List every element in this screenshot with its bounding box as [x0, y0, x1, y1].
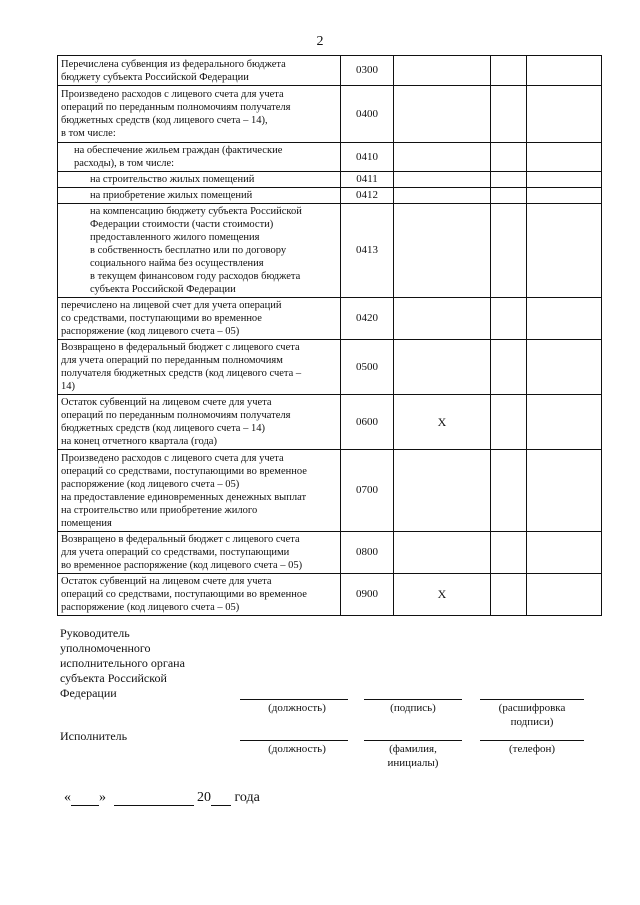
row-description-line: операций со средствами, поступающими во временное	[61, 589, 307, 600]
row-description-line: бюджету субъекта Российской Федерации	[61, 71, 249, 83]
row-description-line: Произведено расходов с лицевого счета для учета	[61, 89, 284, 100]
row-code: 0410	[341, 143, 394, 172]
row-description	[58, 188, 341, 204]
row-code: 0420	[341, 298, 394, 340]
head-label	[60, 626, 185, 701]
row-description-line: на приобретение жилых помещений	[90, 190, 253, 201]
decoding-field[interactable]	[480, 699, 584, 700]
row-code: 0413	[341, 204, 394, 298]
row-description-line: получателя бюджетных средств (код лицевого счета –	[61, 368, 302, 379]
row-value-cell[interactable]	[491, 86, 527, 143]
report-table	[57, 55, 602, 616]
row-description-line: предоставленного жилого помещения	[90, 232, 260, 243]
row-value-cell[interactable]	[491, 204, 527, 298]
row-value-cell[interactable]	[491, 395, 527, 450]
row-code: 0600	[341, 395, 394, 450]
row-value-cell[interactable]	[491, 340, 527, 395]
row-description-line: помещения	[61, 517, 112, 529]
head-label-line: исполнительного органа	[60, 656, 185, 670]
table-row	[58, 450, 602, 532]
row-description-line: операций со средствами, поступающими во временное	[61, 465, 307, 477]
row-value-cell[interactable]: X	[394, 574, 491, 616]
name-caption	[364, 742, 462, 770]
row-description-line: Возвращено в федеральный бюджет с лицевого счета	[61, 534, 300, 545]
row-description-line: на обеспечение жильем граждан (фактические	[74, 145, 283, 156]
row-code: 0500	[341, 340, 394, 395]
row-description-line: на строительство или приобретение жилого	[61, 504, 258, 516]
row-description	[58, 204, 341, 298]
row-value-cell[interactable]	[491, 298, 527, 340]
row-value-cell[interactable]	[394, 188, 491, 204]
table-row	[58, 188, 602, 204]
executor-phone-field[interactable]	[480, 740, 584, 741]
open-quote: «	[64, 790, 71, 805]
row-description	[58, 532, 341, 574]
decoding-caption-line: (расшифровка	[498, 702, 566, 714]
table-row	[58, 204, 602, 298]
table-row	[58, 172, 602, 188]
row-value-cell[interactable]	[491, 574, 527, 616]
head-label-line: субъекта Российской	[60, 671, 167, 685]
row-value-cell[interactable]	[527, 143, 602, 172]
executor-label: Исполнитель	[60, 729, 128, 743]
row-description	[58, 172, 341, 188]
row-value-cell[interactable]	[394, 532, 491, 574]
row-description-line: социального найма без осуществления	[90, 258, 264, 269]
row-description-line: для учета операций по переданным полномочиям	[61, 355, 283, 366]
row-value-cell[interactable]	[527, 298, 602, 340]
page-number: 2	[316, 34, 324, 49]
row-value-cell[interactable]	[527, 56, 602, 86]
month-field[interactable]	[114, 791, 194, 806]
year-prefix: 20	[197, 790, 211, 805]
decoding-caption-line: подписи)	[510, 716, 554, 728]
row-description-line: бюджетных средств (код лицевого счета – 14)	[61, 423, 265, 434]
row-description-line: Возвращено в федеральный бюджет с лицевого счета	[61, 342, 300, 353]
executor-position-field[interactable]	[240, 740, 348, 741]
row-description	[58, 56, 341, 86]
row-description-line: в собственность бесплатно или по договору	[90, 245, 287, 256]
row-value-cell[interactable]	[527, 86, 602, 143]
day-field[interactable]	[71, 791, 99, 806]
position-caption: (должность)	[268, 702, 326, 714]
signature-caption: (подпись)	[390, 702, 436, 714]
row-description-line: распоряжение (код лицевого счета – 05)	[61, 478, 240, 490]
table-row	[58, 395, 602, 450]
row-value-cell[interactable]	[491, 143, 527, 172]
table-row	[58, 298, 602, 340]
row-code: 0800	[341, 532, 394, 574]
row-description-line: расходы), в том числе:	[74, 158, 175, 169]
date-line	[64, 790, 260, 806]
row-value-cell[interactable]	[394, 56, 491, 86]
row-description-line: операций по переданным полномочиям получателя	[61, 102, 291, 113]
row-code: 0900	[341, 574, 394, 616]
row-value-cell[interactable]	[394, 143, 491, 172]
row-description-line: Произведено расходов с лицевого счета для учета	[61, 452, 284, 464]
table-row	[58, 340, 602, 395]
row-description-line: Остаток субвенций на лицевом счете для учета	[61, 576, 272, 587]
row-value-cell[interactable]	[527, 574, 602, 616]
row-value-cell[interactable]	[394, 450, 491, 532]
row-description	[58, 450, 341, 532]
row-code: 0400	[341, 86, 394, 143]
row-value-cell[interactable]	[527, 395, 602, 450]
head-label-line: уполномоченного	[60, 641, 151, 655]
row-description-line: Перечислена субвенция из федерального бюджета	[61, 58, 286, 70]
close-quote: »	[99, 790, 106, 805]
row-value-cell[interactable]	[527, 340, 602, 395]
report-table-body	[58, 56, 602, 616]
row-value-cell[interactable]	[527, 172, 602, 188]
row-code: 0411	[341, 172, 394, 188]
row-description-line: распоряжение (код лицевого счета – 05)	[61, 326, 240, 337]
row-description-line: в том числе:	[61, 128, 116, 139]
row-description-line: операций по переданным полномочиям получателя	[61, 410, 291, 421]
row-description-line: во временное распоряжение (код лицевого счета – 05)	[61, 560, 303, 571]
row-description-line: субъекта Российской Федерации	[90, 284, 236, 295]
phone-caption: (телефон)	[508, 743, 556, 755]
row-description-line: 14)	[61, 381, 75, 392]
row-code: 0412	[341, 188, 394, 204]
table-row	[58, 86, 602, 143]
executor-position-caption: (должность)	[268, 743, 326, 755]
row-description-line: со средствами, поступающими во временное	[61, 313, 262, 324]
signature-field[interactable]	[364, 699, 462, 700]
name-caption-line: инициалы)	[387, 757, 439, 769]
head-label-line: Федерации	[60, 686, 117, 700]
row-code: 0300	[341, 56, 394, 86]
table-row	[58, 56, 602, 86]
name-caption-line: (фамилия,	[389, 743, 437, 755]
position-field[interactable]	[240, 699, 348, 700]
row-description-line: бюджетных средств (код лицевого счета – 14),	[61, 115, 268, 126]
row-value-cell[interactable]	[491, 172, 527, 188]
row-description	[58, 395, 341, 450]
row-description	[58, 143, 341, 172]
row-value-cell[interactable]	[394, 298, 491, 340]
row-description-line: перечислено на лицевой счет для учета операций	[61, 300, 282, 311]
decoding-caption	[480, 701, 584, 729]
head-label-line: Руководитель	[60, 626, 130, 640]
table-row	[58, 574, 602, 616]
row-description-line: на компенсацию бюджету субъекта Российской	[90, 206, 302, 217]
row-code: 0700	[341, 450, 394, 532]
row-description-line: в текущем финансовом году расходов бюджета	[90, 271, 301, 282]
row-description	[58, 340, 341, 395]
row-description-line: Федерации стоимости (части стоимости)	[90, 219, 274, 230]
row-value-cell[interactable]	[394, 204, 491, 298]
row-description-line: на конец отчетного квартала (года)	[61, 436, 217, 447]
row-value-cell[interactable]	[394, 172, 491, 188]
row-value-cell[interactable]	[491, 188, 527, 204]
row-value-cell[interactable]	[527, 188, 602, 204]
executor-name-field[interactable]	[364, 740, 462, 741]
row-description-line: Остаток субвенций на лицевом счете для учета	[61, 397, 272, 408]
row-description-line: на предоставление единовременных денежных выплат	[61, 491, 307, 503]
row-description	[58, 298, 341, 340]
row-value-cell[interactable]	[491, 56, 527, 86]
table-row	[58, 532, 602, 574]
row-value-cell[interactable]	[527, 204, 602, 298]
table-row	[58, 143, 602, 172]
row-value-cell[interactable]	[394, 86, 491, 143]
row-value-cell[interactable]	[491, 450, 527, 532]
row-value-cell[interactable]: X	[394, 395, 491, 450]
row-value-cell[interactable]	[527, 450, 602, 532]
row-description-line: распоряжение (код лицевого счета – 05)	[61, 602, 240, 613]
row-description	[58, 574, 341, 616]
year-field[interactable]	[211, 791, 231, 806]
row-value-cell[interactable]	[394, 340, 491, 395]
year-suffix: года	[234, 790, 260, 805]
row-value-cell[interactable]	[491, 532, 527, 574]
row-description	[58, 86, 341, 143]
row-description-line: на строительство жилых помещений	[90, 174, 255, 185]
row-description-line: для учета операций со средствами, поступающими	[61, 547, 290, 558]
row-value-cell[interactable]	[527, 532, 602, 574]
